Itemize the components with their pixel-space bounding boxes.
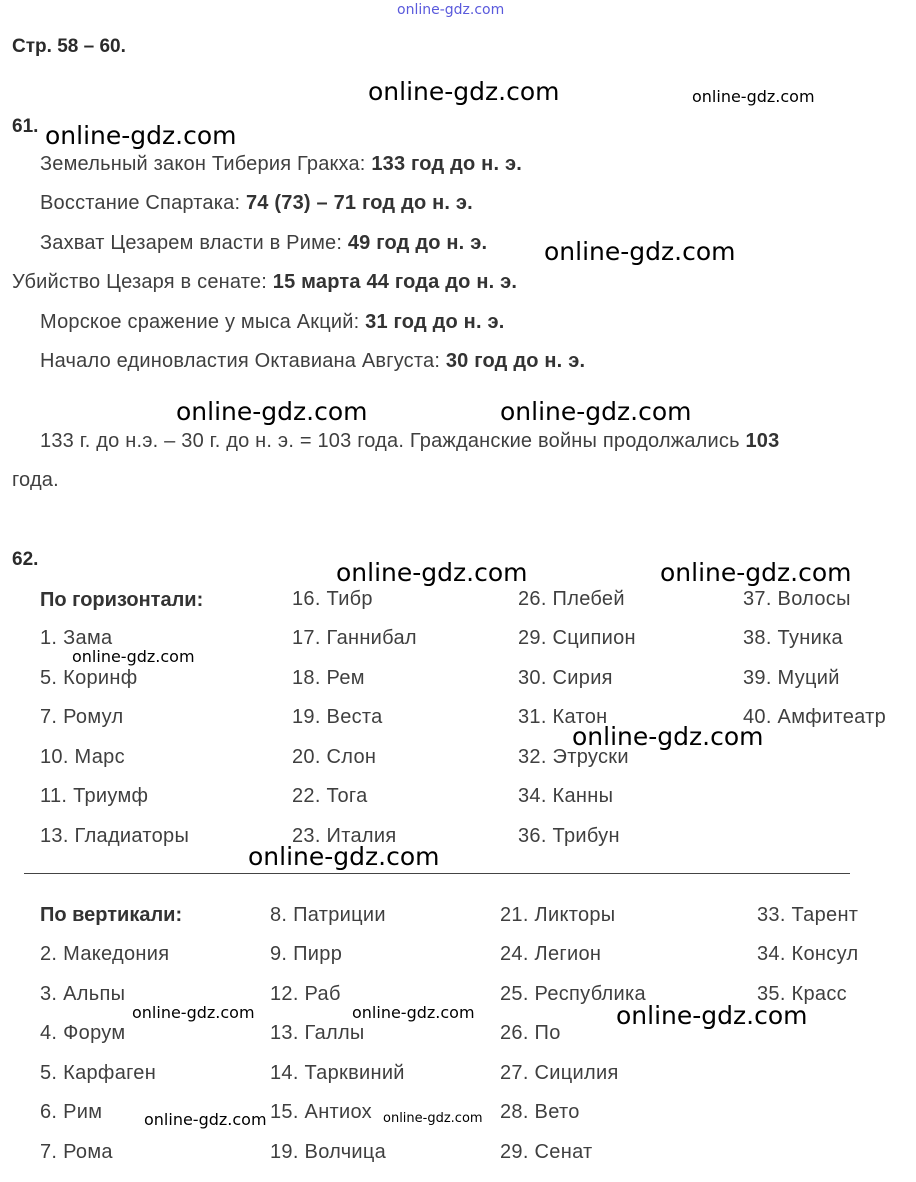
crossword-answer: 12. Раб <box>270 983 341 1005</box>
crossword-answer: 23. Италия <box>292 825 397 847</box>
crossword-answer: 36. Трибун <box>518 825 620 847</box>
watermark: online-gdz.com <box>616 1001 808 1030</box>
crossword-answer: 10. Марс <box>40 746 125 768</box>
crossword-answer: 39. Муций <box>743 667 840 689</box>
watermark: online-gdz.com <box>176 397 368 426</box>
top-watermark: online-gdz.com <box>397 2 505 18</box>
watermark: online-gdz.com <box>45 121 237 150</box>
crossword-answer: 21. Ликторы <box>500 904 616 926</box>
section-divider <box>24 873 850 874</box>
task-61-line: Восстание Спартака: 74 (73) – 71 год до н. э. <box>40 192 473 214</box>
vertical-heading: По вертикали: <box>40 904 183 926</box>
task-61-line: Убийство Цезаря в сенате: 15 марта 44 года до н. э. <box>12 271 518 293</box>
crossword-answer: 31. Катон <box>518 706 608 728</box>
task-61-line: Земельный закон Тиберия Гракха: 133 год до н. э. <box>40 153 522 175</box>
crossword-answer: 1. Зама <box>40 627 113 649</box>
crossword-answer: 26. По <box>500 1022 561 1044</box>
crossword-answer: 2. Македония <box>40 943 170 965</box>
crossword-answer: 34. Консул <box>757 943 859 965</box>
crossword-answer: 16. Тибр <box>292 588 373 610</box>
crossword-answer: 20. Слон <box>292 746 377 768</box>
watermark: online-gdz.com <box>500 397 692 426</box>
task-61-number: 61. <box>12 116 39 137</box>
crossword-answer: 5. Коринф <box>40 667 138 689</box>
task-61-calculation: 133 г. до н.э. – 30 г. до н. э. = 103 года. Гражданские войны продолжались 103 <box>40 430 780 452</box>
crossword-answer: 29. Сенат <box>500 1141 593 1163</box>
watermark: online-gdz.com <box>692 87 815 106</box>
watermark: online-gdz.com <box>368 77 560 106</box>
crossword-answer: 9. Пирр <box>270 943 343 965</box>
crossword-answer: 22. Тога <box>292 785 368 807</box>
crossword-answer: 7. Рома <box>40 1141 113 1163</box>
crossword-answer: 19. Веста <box>292 706 383 728</box>
crossword-answer: 13. Галлы <box>270 1022 365 1044</box>
crossword-answer: 35. Красс <box>757 983 847 1005</box>
crossword-answer: 24. Легион <box>500 943 602 965</box>
crossword-answer: 18. Рем <box>292 667 365 689</box>
watermark: online-gdz.com <box>132 1003 255 1022</box>
crossword-answer: 11. Триумф <box>40 785 149 807</box>
crossword-answer: 4. Форум <box>40 1022 126 1044</box>
crossword-answer: 29. Сципион <box>518 627 636 649</box>
task-62-number: 62. <box>12 549 39 570</box>
watermark: online-gdz.com <box>544 237 736 266</box>
task-61-calculation-tail: года. <box>12 469 59 491</box>
crossword-answer: 27. Сицилия <box>500 1062 619 1084</box>
watermark: online-gdz.com <box>248 842 440 871</box>
horizontal-heading: По горизонтали: <box>40 589 204 611</box>
crossword-answer: 25. Республика <box>500 983 646 1005</box>
crossword-answer: 40. Амфитеатр <box>743 706 887 728</box>
task-61-line: Захват Цезарем власти в Риме: 49 год до н. э. <box>40 232 488 254</box>
crossword-answer: 30. Сирия <box>518 667 613 689</box>
crossword-answer: 37. Волосы <box>743 588 851 610</box>
crossword-answer: 19. Волчица <box>270 1141 387 1163</box>
crossword-answer: 6. Рим <box>40 1101 103 1123</box>
crossword-answer: 15. Антиох <box>270 1101 372 1123</box>
crossword-answer: 7. Ромул <box>40 706 124 728</box>
crossword-answer: 26. Плебей <box>518 588 625 610</box>
task-61-line: Начало единовластия Октавиана Августа: 30 год до н. э. <box>40 350 586 372</box>
watermark: online-gdz.com <box>352 1003 475 1022</box>
task-61-line: Морское сражение у мыса Акций: 31 год до н. э. <box>40 311 505 333</box>
watermark: online-gdz.com <box>144 1110 267 1129</box>
watermark: online-gdz.com <box>336 558 528 587</box>
watermark: online-gdz.com <box>72 647 195 666</box>
crossword-answer: 14. Тарквиний <box>270 1062 405 1084</box>
watermark: online-gdz.com <box>660 558 852 587</box>
page-header: Стр. 58 – 60. <box>12 36 126 57</box>
crossword-answer: 17. Ганнибал <box>292 627 417 649</box>
watermark: online-gdz.com <box>572 722 764 751</box>
crossword-answer: 33. Тарент <box>757 904 859 926</box>
crossword-answer: 32. Этруски <box>518 746 629 768</box>
crossword-answer: 38. Туника <box>743 627 843 649</box>
crossword-answer: 34. Канны <box>518 785 614 807</box>
crossword-answer: 3. Альпы <box>40 983 126 1005</box>
crossword-answer: 5. Карфаген <box>40 1062 157 1084</box>
crossword-answer: 8. Патриции <box>270 904 386 926</box>
crossword-answer: 28. Вето <box>500 1101 580 1123</box>
crossword-answer: 13. Гладиаторы <box>40 825 190 847</box>
watermark: online-gdz.com <box>383 1111 483 1126</box>
